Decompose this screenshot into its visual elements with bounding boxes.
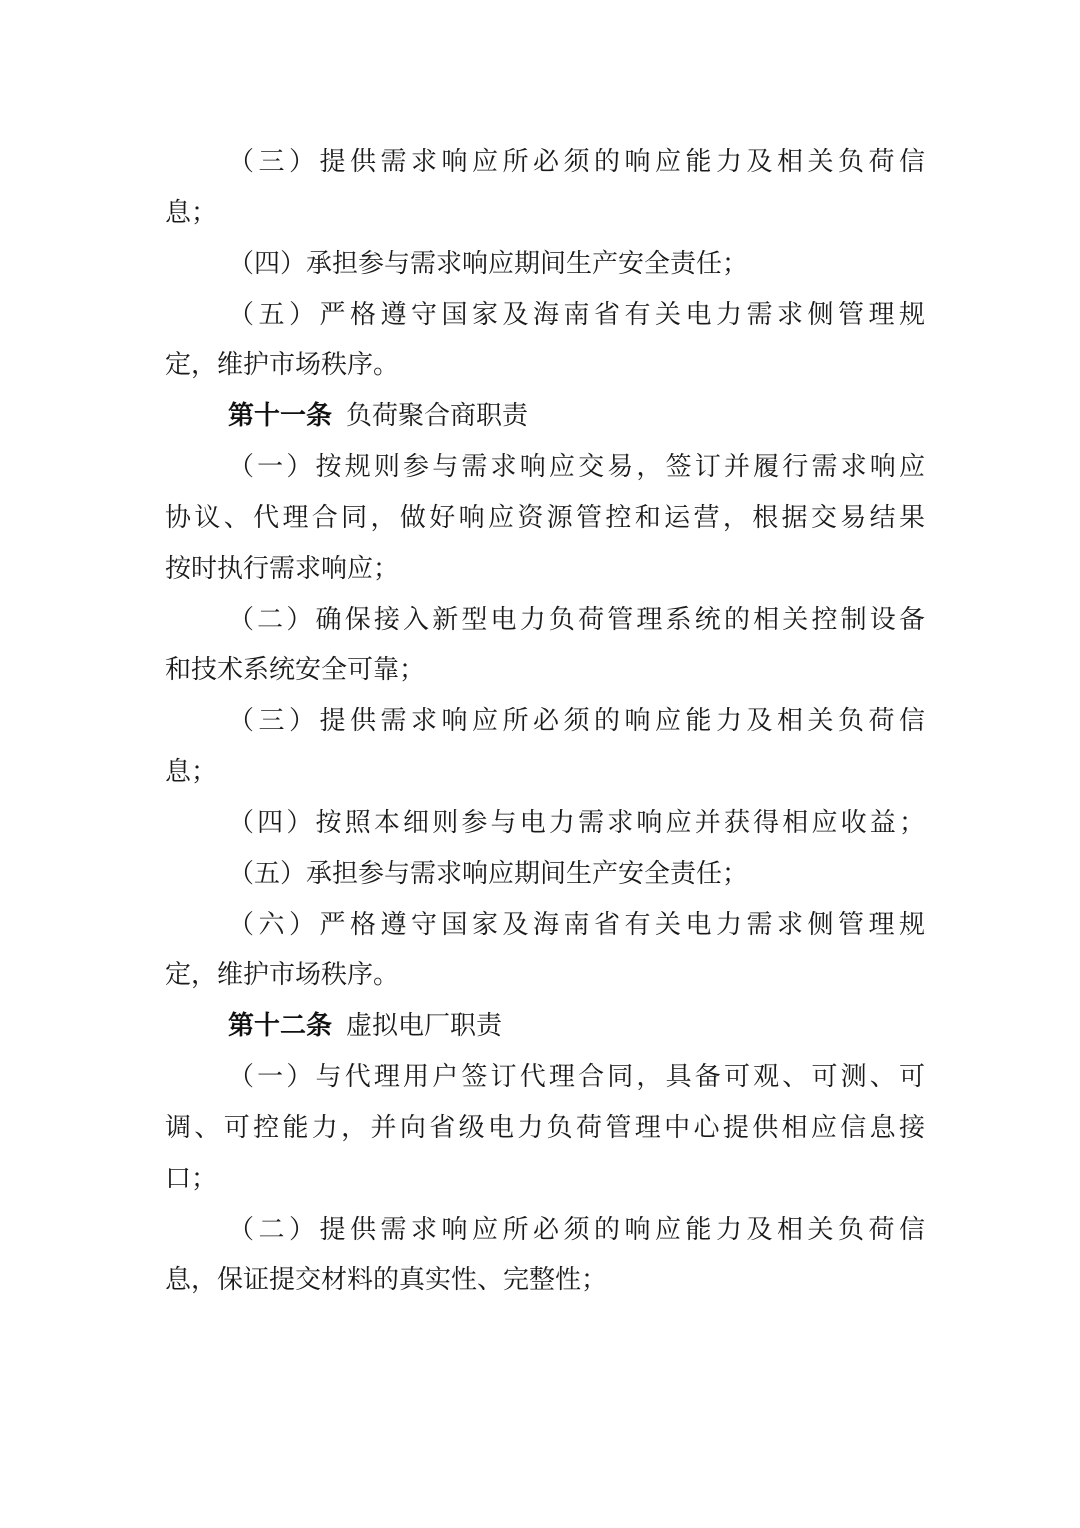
paragraph-line: 口；	[165, 1164, 218, 1194]
paragraph-line: （一）按规则参与需求响应交易，签订并履行需求响应	[228, 452, 925, 482]
paragraph-line: 息；	[165, 198, 218, 228]
article-11-heading	[228, 396, 925, 436]
paragraph-line: 协议、代理合同，做好响应资源管控和运营，根据交易结果	[165, 503, 925, 533]
paragraph-line: （四）按照本细则参与电力需求响应并获得相应收益；	[228, 808, 925, 838]
paragraph-line: 和技术系统安全可靠；	[165, 655, 426, 685]
paragraph-line: （三）提供需求响应所必须的响应能力及相关负荷信	[228, 147, 925, 177]
article-11-name: 负荷聚合商职责	[346, 401, 529, 431]
article-12-number: 第十二条	[228, 1011, 333, 1041]
paragraph-line: 息，保证提交材料的真实性、完整性；	[165, 1265, 608, 1295]
paragraph-line: （四）承担参与需求响应期间生产安全责任；	[228, 249, 749, 279]
paragraph-line: （六）严格遵守国家及海南省有关电力需求侧管理规	[228, 910, 925, 940]
paragraph-line: 按时执行需求响应；	[165, 554, 400, 584]
paragraph-line: 定，维护市场秩序。	[165, 350, 400, 380]
article-11-number: 第十一条	[228, 401, 333, 431]
article-12-heading	[228, 1006, 925, 1046]
paragraph-line: （三）提供需求响应所必须的响应能力及相关负荷信	[228, 706, 925, 736]
paragraph-line: （二）提供需求响应所必须的响应能力及相关负荷信	[228, 1215, 925, 1245]
paragraph-line: （五）严格遵守国家及海南省有关电力需求侧管理规	[228, 300, 925, 330]
paragraph-line: 息；	[165, 757, 218, 787]
paragraph-line: （五）承担参与需求响应期间生产安全责任；	[228, 859, 749, 889]
paragraph-line: 调、可控能力，并向省级电力负荷管理中心提供相应信息接	[165, 1113, 925, 1143]
paragraph-line: （一）与代理用户签订代理合同，具备可观、可测、可	[228, 1062, 925, 1092]
paragraph-line: 定，维护市场秩序。	[165, 960, 400, 990]
article-12-name: 虚拟电厂职责	[346, 1011, 503, 1041]
paragraph-line: （二）确保接入新型电力负荷管理系统的相关控制设备	[228, 605, 925, 635]
